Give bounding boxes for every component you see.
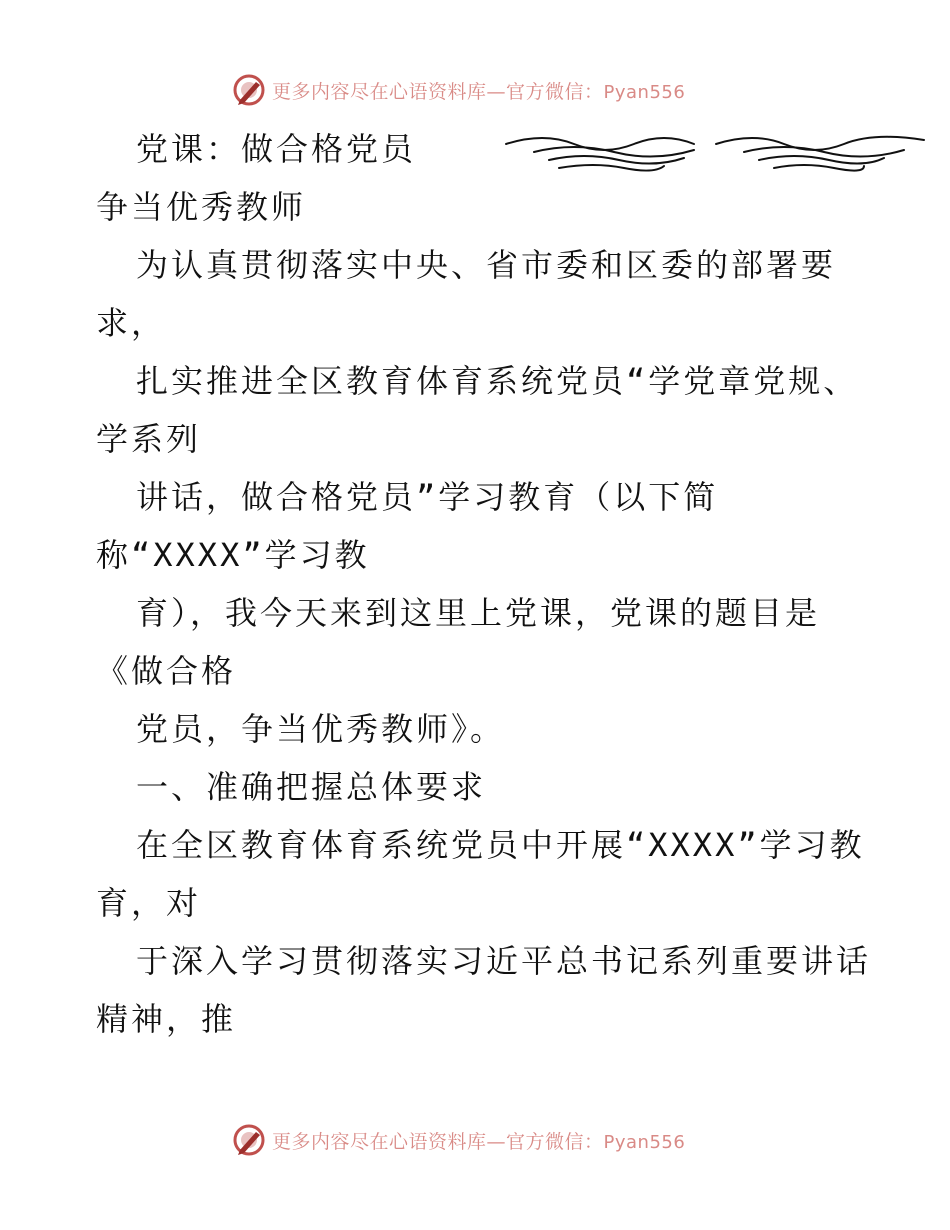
header-watermark [232,70,685,110]
document-body [96,120,896,1048]
paragraph-line: 讲话，做合格党员”学习教育（以下简 [136,478,719,516]
watermark-label: 更多内容尽在心语资料库—官方微信： [272,80,604,103]
watermark-text [272,77,685,104]
paragraph-line: 育），我今天来到这里上党课，党课的题目是 [136,594,821,632]
paragraph-line: 称“XXXX”学习教 [96,536,370,574]
paragraph-line: 扎实推进全区教育体育系统党员“学党章党规、 [136,362,859,400]
pen-logo-icon [232,73,266,107]
paragraph-line: 求， [96,304,167,342]
paragraph-line: 精神，推 [96,1000,237,1038]
paragraph-line: 育，对 [96,884,202,922]
decorative-squiggle [504,126,934,186]
watermark-wechat-id: Pyan556 [603,1131,686,1153]
document-subtitle: 争当优秀教师 [96,188,307,226]
watermark-text [272,1127,685,1154]
watermark-label: 更多内容尽在心语资料库—官方微信： [272,1130,604,1153]
paragraph-line: 于深入学习贯彻落实习近平总书记系列重要讲话 [136,942,872,980]
paragraph-line: 在全区教育体育系统党员中开展“XXXX”学习教 [136,826,865,864]
watermark-wechat-id: Pyan556 [603,81,686,103]
paragraph-line: 党员，争当优秀教师》。 [136,710,506,748]
pen-logo-icon [232,1123,266,1157]
section-heading: 一、准确把握总体要求 [136,768,487,806]
title-text: 党课：做合格党员 [136,130,417,168]
paragraph-line: 为认真贯彻落实中央、省市委和区委的部署要 [136,246,837,284]
document-title [96,120,896,178]
paragraph-line: 《做合格 [96,652,237,690]
footer-watermark [232,1120,685,1160]
paragraph-line: 学系列 [96,420,202,458]
